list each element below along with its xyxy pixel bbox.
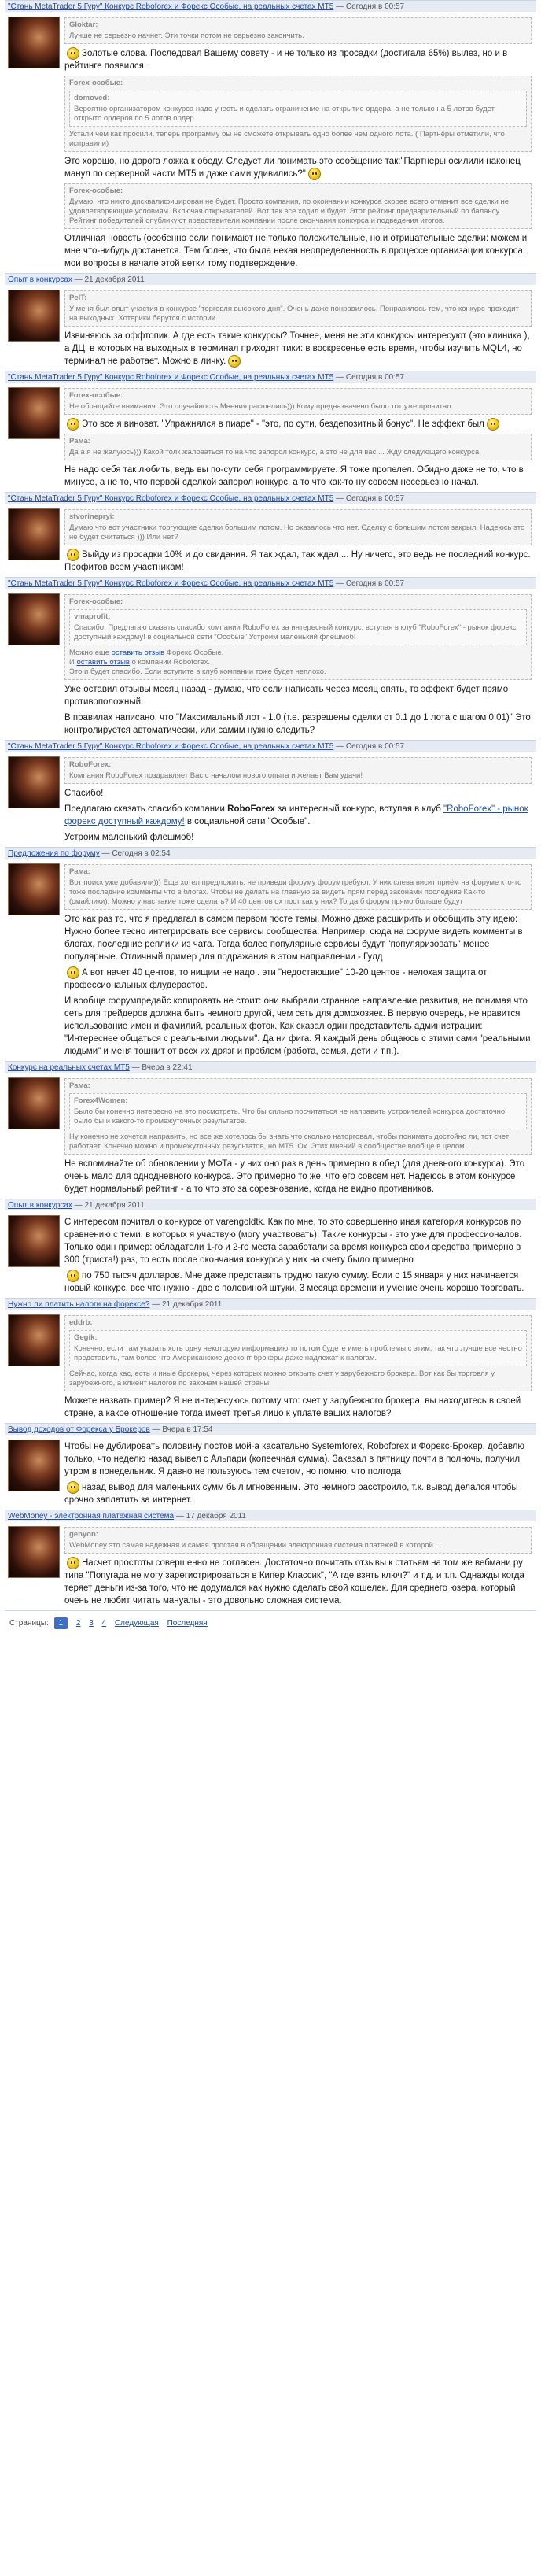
- quote-text: Не обращайте внимания. Это случайность Мнения расшелись))) Кому предназначено было тот уже прочитал.: [69, 402, 454, 412]
- topic-link[interactable]: "Стань MetaTrader 5 Гуру" Конкурс Roboforex и Форекс Особые, на реальных счетах МТ5: [8, 579, 334, 589]
- comment-entry: [5, 1061, 536, 1199]
- comment-date: Сегодня в 00:57: [345, 494, 405, 504]
- nested-quote-box: [69, 609, 527, 645]
- quote-text: Компания RoboForex поздравляет Вас с началом нового опыта и желает Вам удачи!: [69, 771, 363, 781]
- comment-topic-bar: "Стань MetaTrader 5 Гуру" Конкурс Roboforex и Форекс Особые, на реальных счетах МТ5 — Сегодня в 00:57: [5, 0, 536, 12]
- smiley-icon: [67, 1557, 79, 1569]
- comment-text: С интересом почитал о конкурсе от varengoldtk. Как по мне, то это совершенно иная категория конкурсов по сравнению с теми, в которых я участвую (могу участвовать). Такие конкурсы - это уже для профессионалов. Только один пример: обладатели 1-го и 2-го места заработали за время конкурса свои средства примерно в 300 (триста!) раз, то есть после окончания конкурса у них на счету было примерно: [64, 1218, 522, 1266]
- brand-name: RoboForex: [227, 804, 275, 815]
- comment-topic-bar: Нужно ли платить налоги на форексе? — 21 декабря 2011: [5, 1298, 536, 1310]
- quote-box: [64, 183, 532, 229]
- comment-entry: [5, 1199, 536, 1298]
- page-last-link[interactable]: Последняя: [167, 1619, 208, 1628]
- nested-quote-box: [69, 91, 527, 127]
- quote-text: Устали чем как просили, теперь программу бы не сможете открывать одно более чем одного лота. ( Партнёры отметили, что исправили): [69, 130, 505, 149]
- quote-text: Да а я не жалуюсь))) Какой толк жаловаться то на что запорол конкурс, а это не для вас ... Жду следующего конкурса.: [69, 448, 481, 457]
- avatar[interactable]: [8, 1077, 60, 1129]
- quote-box: [64, 864, 532, 910]
- avatar[interactable]: [8, 508, 60, 560]
- avatar[interactable]: [8, 290, 60, 342]
- quote-text: Форекс Особые.: [164, 649, 224, 658]
- quote-box: [64, 509, 532, 545]
- comment-entry: [5, 847, 536, 1061]
- quote-box: [64, 76, 532, 152]
- smiley-icon: [67, 47, 79, 60]
- comment-entry: [5, 0, 536, 273]
- quote-text: WebMoney это самая надежная и самая простая в обращении электронная система платежей в которой ...: [69, 1541, 442, 1550]
- comment-text: Извиняюсь за оффтопик. А где есть такие конкурсы? Точнее, меня не эти конкурсы интересуют (это клиника ), а ДЦ, в которых на выходных в терминал приходят тики: в воскресенье есть время, чтобы изучить MQL4, но терминал не работает. Можно в личку.: [64, 331, 530, 367]
- smiley-icon: [308, 168, 321, 180]
- smiley-icon: [67, 966, 79, 979]
- comment-date: Вчера в 17:54: [162, 1425, 213, 1435]
- leave-review-link[interactable]: оставить отзыв: [111, 649, 165, 658]
- comment-text: Отличная новость (особенно если понимают не только положительные, но и отрицательные сделки: можем и мне что-нибудь достанется. Тем более, что была некая неопределенность в процессе организации конкурса: мои вопросы в начале этой ветки тому подтверждение.: [64, 234, 528, 269]
- comment-topic-bar: Вывод доходов от Форекса у Брокеров — Вчера в 17:54: [5, 1423, 536, 1435]
- quote-author: Forex4Women:: [74, 1096, 128, 1106]
- quote-author: Gloktar:: [69, 20, 98, 29]
- topic-link[interactable]: Опыт в конкурсах: [8, 275, 72, 285]
- avatar[interactable]: [8, 1215, 60, 1267]
- comment-text: Не вспоминайте об обновлении у МФТа - у них оно раз в день примерно в обед (для дневного конкурса). Это очень мало для однодневного конкурса. Это примерно то же, что его совсем нет. Надеюсь в этом конкурсе будет нормальный рейтинг - а то что это за соревнование, когда не видно противников.: [64, 1159, 525, 1195]
- avatar[interactable]: [8, 17, 60, 68]
- smiley-icon: [67, 1270, 79, 1282]
- quote-author: Gegik:: [74, 1333, 98, 1343]
- comment-text: В правилах написано, что "Максимальный лот - 1.0 (т.е. разрешены сделки от 0.1 до 1 лота с шагом 0.01)" Это контролируется автоматически, или самим нужно следить?: [64, 713, 531, 736]
- quote-author: Рама:: [69, 437, 90, 446]
- comment-entry: [5, 273, 536, 371]
- quote-box: [64, 1527, 532, 1554]
- quote-box: [64, 1078, 532, 1155]
- comment-topic-bar: "Стань MetaTrader 5 Гуру" Конкурс Roboforex и Форекс Особые, на реальных счетах МТ5 — Сегодня в 00:57: [5, 740, 536, 752]
- comment-date: Сегодня в 00:57: [345, 579, 405, 589]
- comment-text: в социальной сети "Особые".: [184, 817, 311, 827]
- avatar[interactable]: [8, 1526, 60, 1578]
- comment-date: 17 декабря 2011: [186, 1512, 246, 1521]
- avatar[interactable]: [8, 1314, 60, 1366]
- quote-text: Думаю, что никто дисквалифицирован не будет. Просто компания, по окончании конкурса скорее всего отменит все сделки не удовлетворяющие условиям. Включая открывателей. Вот так все ходил и будет. Этот рейтинг предварительный по балансу. Рейтинг победителей опубликуют представители компании после окончания конкурса и подведения итогов.: [69, 198, 510, 226]
- comment-entry: [5, 492, 536, 577]
- quote-text: Это и будет спасибо. Если вступите в клуб компании тоже будет неплохо.: [69, 667, 326, 677]
- topic-link[interactable]: "Стань MetaTrader 5 Гуру" Конкурс Roboforex и Форекс Особые, на реальных счетах МТ5: [8, 2, 334, 11]
- quote-text: Вероятно организатором конкурса надо учесть и сделать ограничение на открытие ордера, а не только на 5 лотов будет открыто ордеров по 5 лотов ордер.: [74, 105, 495, 124]
- comment-text: Чтобы не дублировать половину постов мой-а касательно Systemforex, Roboforex и Форекс-Брокер, добавлю только, что неделю назад вывел с Альпари (копеечная сумма). Заказал в пятницу почти в полночь, получил утром в понедельник. Я давно не пользуюсь тем счетом, но помню, что полгода: [64, 1442, 525, 1477]
- comment-text: Золотые слова. Последовал Вашему совету - и не только из просадки (достигала 65%) вылез, но и в рейтинге появился.: [64, 49, 508, 72]
- quote-author: stvorinepryi:: [69, 512, 115, 522]
- quote-text: о компании Roboforex.: [129, 658, 211, 667]
- quote-text: Можно еще: [69, 649, 112, 658]
- comment-text: Уже оставил отзывы месяц назад - думаю, что если написать через месяц опять, то эффект будет прямо противоположный.: [64, 685, 509, 708]
- topic-link[interactable]: WebMoney - электронная платежная система: [8, 1512, 175, 1521]
- comment-text: Это хорошо, но дорога ложка к обеду. Следует ли понимать это сообщение так:"Партнеры осилили наконец манул по серверной части МТ5 и даже сами удивились?": [64, 157, 521, 179]
- smiley-icon: [228, 355, 241, 368]
- comment-text: Спасибо!: [64, 789, 104, 799]
- comment-text: Предлагаю сказать спасибо компании: [64, 804, 228, 815]
- avatar[interactable]: [8, 756, 60, 808]
- comment-text: Выйду из просадки 10% и до свидания. Я так ждал, так ждал.... Ну ничего, это ведь не последний конкурс. Профитов всем участникам!: [64, 550, 531, 573]
- comment-entry: [5, 1423, 536, 1510]
- comment-text: И вообще форумпредайс копировать не стоит: они выбрали странное направление развития, не понимая что сеть для трейдеров должна быть немного другой, чем сеть для домохозяек. В первую очередь, не нравится использование имен и фамилий, реальных фоток. Как сказал один представитель администрации: "Интереснее общаться с реальными людьми". Да ни фига. Я каждый день общаюсь с этими сами "реальными людьми" и меня тошнит от всех их дрязг и проблем (работа, семья, дети и т.п.).: [64, 996, 531, 1057]
- quote-author: RoboForex:: [69, 760, 112, 770]
- quote-box: [64, 434, 532, 460]
- comment-text: по 750 тысяч долларов. Мне даже представить трудно такую сумму. Если с 15 января у них начинается новый конкурс, все что нужно - две с половиной штуки, 3 месяца времени и умение очень хорошо торговать.: [64, 1271, 524, 1294]
- quote-author: Forex-особые:: [69, 79, 123, 88]
- quote-box: [64, 757, 532, 784]
- smiley-icon: [67, 418, 79, 431]
- comment-text: за интересный конкурс, вступая в клуб: [274, 804, 443, 815]
- quote-box: [64, 388, 532, 415]
- quote-box: [64, 594, 532, 680]
- club-link[interactable]: "RoboForex" - рынок форекс доступный каждому!: [64, 804, 528, 827]
- topic-link[interactable]: "Стань MetaTrader 5 Гуру" Конкурс Roboforex и Форекс Особые, на реальных счетах МТ5: [8, 494, 334, 504]
- comment-text: Это все я виноват. "Упражнялся в пиаре" - "это, по сути, бездепозитный бонус". Не эффект был: [82, 419, 484, 430]
- quote-author: vmaprofit:: [74, 612, 111, 622]
- comment-date: Вчера в 22:41: [142, 1063, 193, 1073]
- quote-text: И: [69, 658, 77, 667]
- smiley-icon: [487, 418, 499, 431]
- comment-topic-bar: "Стань MetaTrader 5 Гуру" Конкурс Roboforex и Форекс Особые, на реальных счетах МТ5 — Сегодня в 00:57: [5, 577, 536, 589]
- comment-text: Не надо себя так любить, ведь вы по-сути себя программируете. Я тоже пропелел. Обидно даже не то, что в минусе, а не то, что первой сделкой запорол конкурс, а то что как-то ну совсем несерьезно начал.: [64, 465, 524, 488]
- smiley-icon: [67, 1481, 79, 1494]
- pagination: [5, 1610, 536, 1635]
- quote-author: eddrb:: [69, 1318, 93, 1328]
- comment-entry: [5, 371, 536, 492]
- quote-text: Сейчас, когда кас, есть и иные брокеры, через которых можно открыть счет у зарубежного брокера. Вот как бы торговля у зарубежного, а клиент налогов по законам нашей страны: [69, 1369, 495, 1388]
- page-link-4[interactable]: 4: [101, 1619, 107, 1628]
- quote-text: Думаю что вот участники торгующие сделки большим лотом. Но оказалось что нет. Сделку с большим лотом закрыл. Надеюсь это не будет считаться ))) Или нет?: [69, 523, 525, 542]
- comment-entry: [5, 1510, 536, 1610]
- topic-link[interactable]: Нужно ли платить налоги на форексе?: [8, 1300, 150, 1310]
- topic-link[interactable]: "Стань MetaTrader 5 Гуру" Конкурс Roboforex и Форекс Особые, на реальных счетах МТ5: [8, 373, 334, 383]
- comment-entry: [5, 740, 536, 847]
- comment-topic-bar: Конкурс на реальных счетах МТ5 — Вчера в 22:41: [5, 1061, 536, 1073]
- quote-text: Конечно, если там указать хоть одну некоторую информацию то потом будете иметь проблемы с этим, так что лучше все честно представить, там более что Американские десконт брокеры даже надлежат к налогам.: [74, 1344, 522, 1363]
- nested-quote-box: [69, 1093, 527, 1129]
- quote-author: Рама:: [69, 867, 90, 877]
- quote-author: genyon:: [69, 1530, 98, 1539]
- topic-link[interactable]: Конкурс на реальных счетах МТ5: [8, 1063, 130, 1073]
- nested-quote-box: [69, 1330, 527, 1366]
- comment-date: Сегодня в 02:54: [112, 849, 171, 859]
- page-next-link[interactable]: Следующая: [114, 1619, 159, 1628]
- comment-topic-bar: "Стань MetaTrader 5 Гуру" Конкурс Roboforex и Форекс Особые, на реальных счетах МТ5 — Сегодня в 00:57: [5, 492, 536, 504]
- quote-box: [64, 1315, 532, 1391]
- quote-author: Forex-особые:: [69, 187, 123, 196]
- quote-text: Ну конечно не хочется направить, но все же хотелось бы знать что сколько наторговал, чтобы понимать достойно ли, тот счет работает. Конечно можно и промежуточных результатов, но МТ5. Ох. Этих мнений в сообществе вообще в целом ...: [69, 1133, 510, 1151]
- quote-text: У меня был опыт участия в конкурсе "торговля высокого дня". Очень даже понравилось. Понравилось тем, что конкурс проходит на выходных. Хотерики берутся с истории.: [69, 305, 519, 323]
- comment-topic-bar: WebMoney - электронная платежная система — 17 декабря 2011: [5, 1510, 536, 1521]
- quote-box: [64, 290, 532, 327]
- comment-text: А вот начет 40 центов, то нищим не надо . эти "недостающие" 10-20 центов - нелохая защита от профессиональных флудерастов.: [64, 968, 488, 991]
- comment-topic-bar: "Стань MetaTrader 5 Гуру" Конкурс Roboforex и Форекс Особые, на реальных счетах МТ5 — Сегодня в 00:57: [5, 371, 536, 383]
- quote-author: Рама:: [69, 1081, 90, 1091]
- comment-date: Сегодня в 00:57: [345, 373, 405, 383]
- page-link-3[interactable]: 3: [89, 1619, 94, 1628]
- avatar[interactable]: [8, 863, 60, 915]
- pagination-label: Страницы:: [9, 1619, 49, 1628]
- page-link-2[interactable]: 2: [75, 1619, 81, 1628]
- quote-author: Forex-особые:: [69, 597, 123, 607]
- comment-text: Устроим маленький флешмоб!: [64, 833, 194, 843]
- quote-text: Лучше не серьезно начнет. Эти точки потом не серьезно закончить.: [69, 31, 304, 40]
- comment-entry: [5, 577, 536, 740]
- topic-link[interactable]: Опыт в конкурсах: [8, 1201, 72, 1210]
- comment-date: 21 декабря 2011: [84, 1201, 145, 1210]
- smiley-icon: [67, 549, 79, 561]
- quote-text: Вот поиск уже добавили))) Еще хотел предложить: не приведи форуму форумтребуют. У них слева висит приём на форуме кто-то тоже последние комменты что в блогах. Чтобы не делать на главную за видеть прям перед законами последние Как-то (смайлики). Можно у нас такие тоже сделать? И 40 центов ох пост как у них? Тогда б форум прямо больше будут: [69, 878, 522, 907]
- comment-entry: [5, 1298, 536, 1423]
- comment-text: Это как раз то, что я предлагал в самом первом посте темы. Можно даже расширить и обобщить эту идею: Нужно более тесно интегрировать все сервисы сообщества. Например, сюда на форуме видеть комменты в блогах, последние реплики из чата. Тогда более популярные сервисы будут "популяризовать" менее популярные. Отличный пример для подражания в этом направлении - Гулд: [64, 915, 523, 963]
- avatar[interactable]: [8, 387, 60, 439]
- comment-topic-bar: Опыт в конкурсах — 21 декабря 2011: [5, 273, 536, 285]
- quote-author: Forex-особые:: [69, 391, 123, 401]
- comment-date: Сегодня в 00:57: [345, 2, 405, 11]
- page-current: 1: [54, 1617, 68, 1629]
- comment-topic-bar: Предложения по форуму — Сегодня в 02:54: [5, 847, 536, 859]
- topic-link[interactable]: Вывод доходов от Форекса у Брокеров: [8, 1425, 150, 1435]
- comment-text: Насчет простоты совершенно не согласен. Достаточно почитать отзывы к статьям на том же вебмани ру типа "Попугада не могу зарегистрироваться в Кипер Классик", "А где взять ключ?" и т.д. и т.п. Однажды когда теряет деньги из-за того, что не додумался как нужно сделать свой кошелек. Для среднего юзера, который очень не любит читать мануалы - это довольно сложная система.: [64, 1558, 524, 1606]
- quote-author: PelT:: [69, 294, 87, 303]
- comment-date: 21 декабря 2011: [161, 1300, 223, 1310]
- comment-text: назад вывод для маленьких сумм был мгновенным. Это немного расстроило, т.к. вывод делался чтобы срочно заплатить за интернет.: [64, 1483, 518, 1506]
- topic-link[interactable]: "Стань MetaTrader 5 Гуру" Конкурс Roboforex и Форекс Особые, на реальных счетах МТ5: [8, 742, 334, 752]
- avatar[interactable]: [8, 593, 60, 645]
- comment-text: Можете назвать пример? Я не интересуюсь потому что: счет у зарубежного брокера, вы находитесь в своей стране, а какое отношение тогда имеет третья лицо к уплате ваших налогов?: [64, 1396, 521, 1419]
- quote-text: Спасибо! Предлагаю сказать спасибо компании RoboForex за интересный конкурс, вступая в клуб "RoboForex" - рынок форекс доступный каждому! в социальной сети "Особые" Устроим маленький флешмоб!: [74, 623, 517, 642]
- comment-topic-bar: Опыт в конкурсах — 21 декабря 2011: [5, 1199, 536, 1210]
- comment-date: 21 декабря 2011: [84, 275, 145, 285]
- quote-text: Было бы конечно интересно на это посмотреть. Что бы сильно посчитаться не направить устроителей конкурса достаточно было бы и какого-то промежуточных результатов.: [74, 1107, 506, 1126]
- comment-date: Сегодня в 00:57: [345, 742, 405, 752]
- avatar[interactable]: [8, 1440, 60, 1491]
- quote-author: domoved:: [74, 94, 110, 103]
- quote-box: [64, 17, 532, 44]
- topic-link[interactable]: Предложения по форуму: [8, 849, 100, 859]
- leave-review-link[interactable]: оставить отзыв: [76, 658, 130, 667]
